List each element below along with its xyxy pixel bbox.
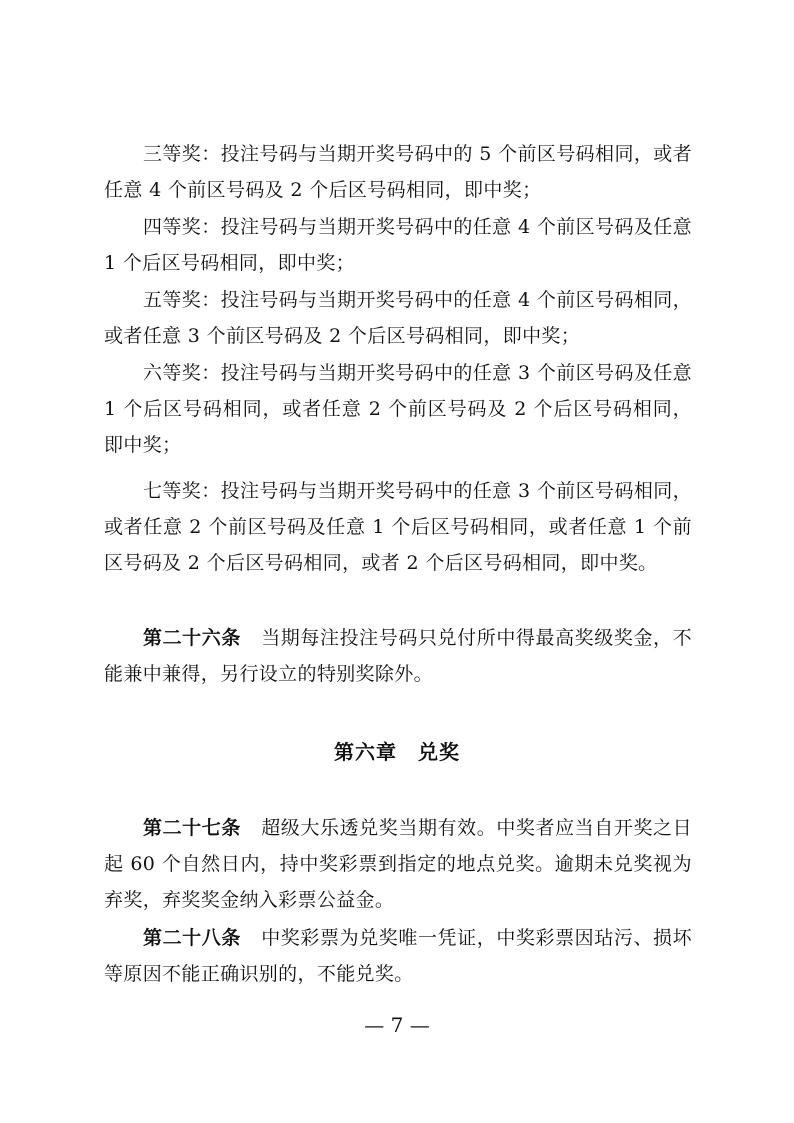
article-text: 超级大乐透兑奖当期有效。中奖者应当自开奖之日起 60 个自然日内，持中奖彩票到指定的地点兑奖。逾期未兑奖视为弃奖，弃奖奖金纳入彩票公益金。 bbox=[104, 817, 692, 912]
article-text: 当期每注投注号码只兑付所中得最高奖级奖金，不能兼中兼得，另行设立的特别奖除外。 bbox=[104, 627, 692, 686]
paragraph-text: 七等奖：投注号码与当期开奖号码中的任意 3 个前区号码相同，或者任意 2 个前区号码及任意 1 个后区号码相同，或者任意 1 个前区号码及 2 个后区号码相同，或者 2 个后区号码相同，即中奖。 bbox=[104, 480, 692, 575]
paragraph-text: 六等奖：投注号码与当期开奖号码中的任意 3 个前区号码及任意 1 个后区号码相同，或者任意 2 个前区号码及 2 个后区号码相同，即中奖； bbox=[104, 362, 692, 457]
article-27 bbox=[104, 810, 692, 919]
paragraph-text: 三等奖：投注号码与当期开奖号码中的 5 个前区号码相同，或者任意 4 个前区号码及 2 个后区号码相同，即中奖； bbox=[104, 143, 692, 202]
article-28 bbox=[104, 920, 692, 992]
paragraph-seventh-prize bbox=[104, 473, 692, 582]
page-number: — 7 — bbox=[364, 1013, 430, 1037]
article-label: 第二十八条 bbox=[143, 927, 241, 949]
paragraph-fifth-prize bbox=[104, 282, 692, 354]
paragraph-third-prize bbox=[104, 136, 692, 208]
article-26 bbox=[104, 620, 692, 692]
paragraph-text: 四等奖：投注号码与当期开奖号码中的任意 4 个前区号码及任意 1 个后区号码相同，即中奖； bbox=[104, 216, 692, 275]
paragraph-fourth-prize bbox=[104, 209, 692, 281]
article-text: 中奖彩票为兑奖唯一凭证，中奖彩票因玷污、损坏等原因不能正确识别的，不能兑奖。 bbox=[104, 927, 692, 986]
paragraph-sixth-prize bbox=[104, 355, 692, 464]
article-label: 第二十七条 bbox=[143, 817, 241, 839]
chapter-heading: 第六章 兑奖 bbox=[334, 740, 460, 764]
article-label: 第二十六条 bbox=[143, 627, 241, 649]
paragraph-text: 五等奖：投注号码与当期开奖号码中的任意 4 个前区号码相同，或者任意 3 个前区号码及 2 个后区号码相同，即中奖； bbox=[104, 289, 692, 348]
